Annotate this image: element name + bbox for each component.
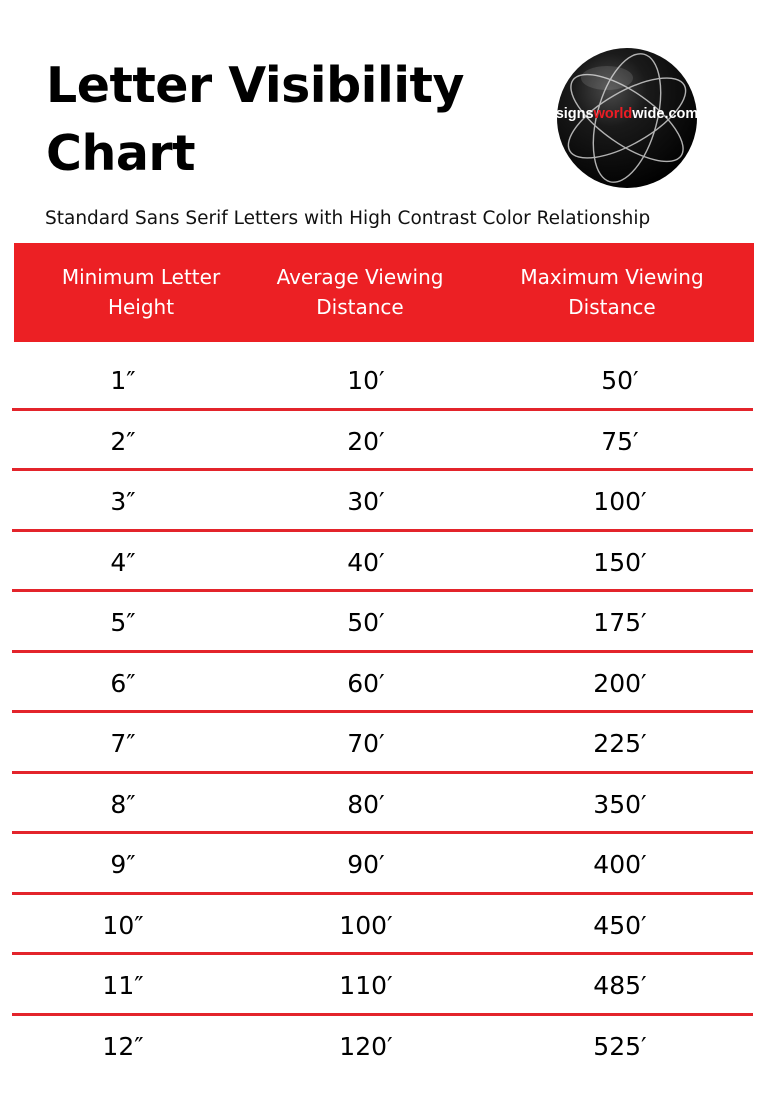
letter-height-cell: 5″: [110, 608, 136, 637]
maximum-distance-cell: 75′: [601, 426, 639, 456]
table-row: [0, 350, 768, 411]
average-distance-cell: 60′: [347, 668, 385, 698]
letter-height-cell: 8″: [110, 789, 136, 819]
table-row: [0, 532, 768, 593]
table-body: [0, 350, 768, 1076]
maximum-distance-cell: 50′: [601, 366, 639, 395]
maximum-distance-cell: 450′: [593, 910, 647, 940]
average-distance-cell: 110′: [339, 971, 393, 1000]
title-line-2: Chart: [46, 125, 195, 182]
letter-height-cell: 4″: [110, 547, 136, 577]
maximum-distance-cell: 150′: [593, 547, 647, 577]
table-row: [0, 895, 768, 956]
letter-height-cell: 7″: [110, 729, 136, 758]
maximum-distance-cell: 525′: [593, 1031, 647, 1061]
page-title: [46, 52, 464, 188]
letter-height-cell: 9″: [110, 850, 136, 879]
average-distance-cell: 40′: [347, 547, 385, 577]
table-row: [0, 1016, 768, 1077]
table-row: [0, 834, 768, 895]
average-distance-cell: 80′: [347, 789, 385, 819]
logo-wordmark: signsworldwide.com: [555, 106, 699, 122]
letter-height-cell: 1″: [110, 366, 136, 395]
average-distance-cell: 50′: [347, 608, 385, 637]
maximum-distance-cell: 350′: [593, 789, 647, 819]
average-distance-cell: 20′: [347, 426, 385, 456]
average-distance-cell: 70′: [347, 729, 385, 758]
table-row: [0, 955, 768, 1016]
average-distance-cell: 10′: [347, 366, 385, 395]
average-distance-cell: 120′: [339, 1031, 393, 1061]
header-average-viewing-distance: Average Viewing Distance: [276, 265, 444, 319]
maximum-distance-cell: 400′: [593, 850, 647, 879]
signsworldwide-logo: [555, 46, 699, 190]
title-line-1: Letter Visibility: [46, 57, 464, 114]
page-subtitle: Standard Sans Serif Letters with High Contrast Color Relationship: [45, 208, 651, 229]
average-distance-cell: 100′: [339, 910, 393, 940]
table-row: [0, 411, 768, 472]
header-maximum-viewing-distance: Maximum Viewing Distance: [520, 265, 704, 319]
letter-height-cell: 3″: [110, 487, 136, 516]
letter-height-cell: 6″: [110, 668, 136, 698]
table-row: [0, 471, 768, 532]
maximum-distance-cell: 175′: [593, 608, 647, 637]
header-min-letter-height: Minimum Letter Height: [61, 265, 221, 319]
letter-height-cell: 10″: [102, 910, 144, 940]
letter-height-cell: 2″: [110, 426, 136, 456]
table-header: [14, 243, 754, 342]
letter-height-cell: 12″: [102, 1031, 144, 1061]
table-row: [0, 774, 768, 835]
maximum-distance-cell: 485′: [593, 971, 647, 1000]
table-row: [0, 713, 768, 774]
maximum-distance-cell: 100′: [593, 487, 647, 516]
maximum-distance-cell: 225′: [593, 729, 647, 758]
maximum-distance-cell: 200′: [593, 668, 647, 698]
average-distance-cell: 30′: [347, 487, 385, 516]
table-row: [0, 592, 768, 653]
table-row: [0, 653, 768, 714]
letter-height-cell: 11″: [102, 971, 144, 1000]
average-distance-cell: 90′: [347, 850, 385, 879]
